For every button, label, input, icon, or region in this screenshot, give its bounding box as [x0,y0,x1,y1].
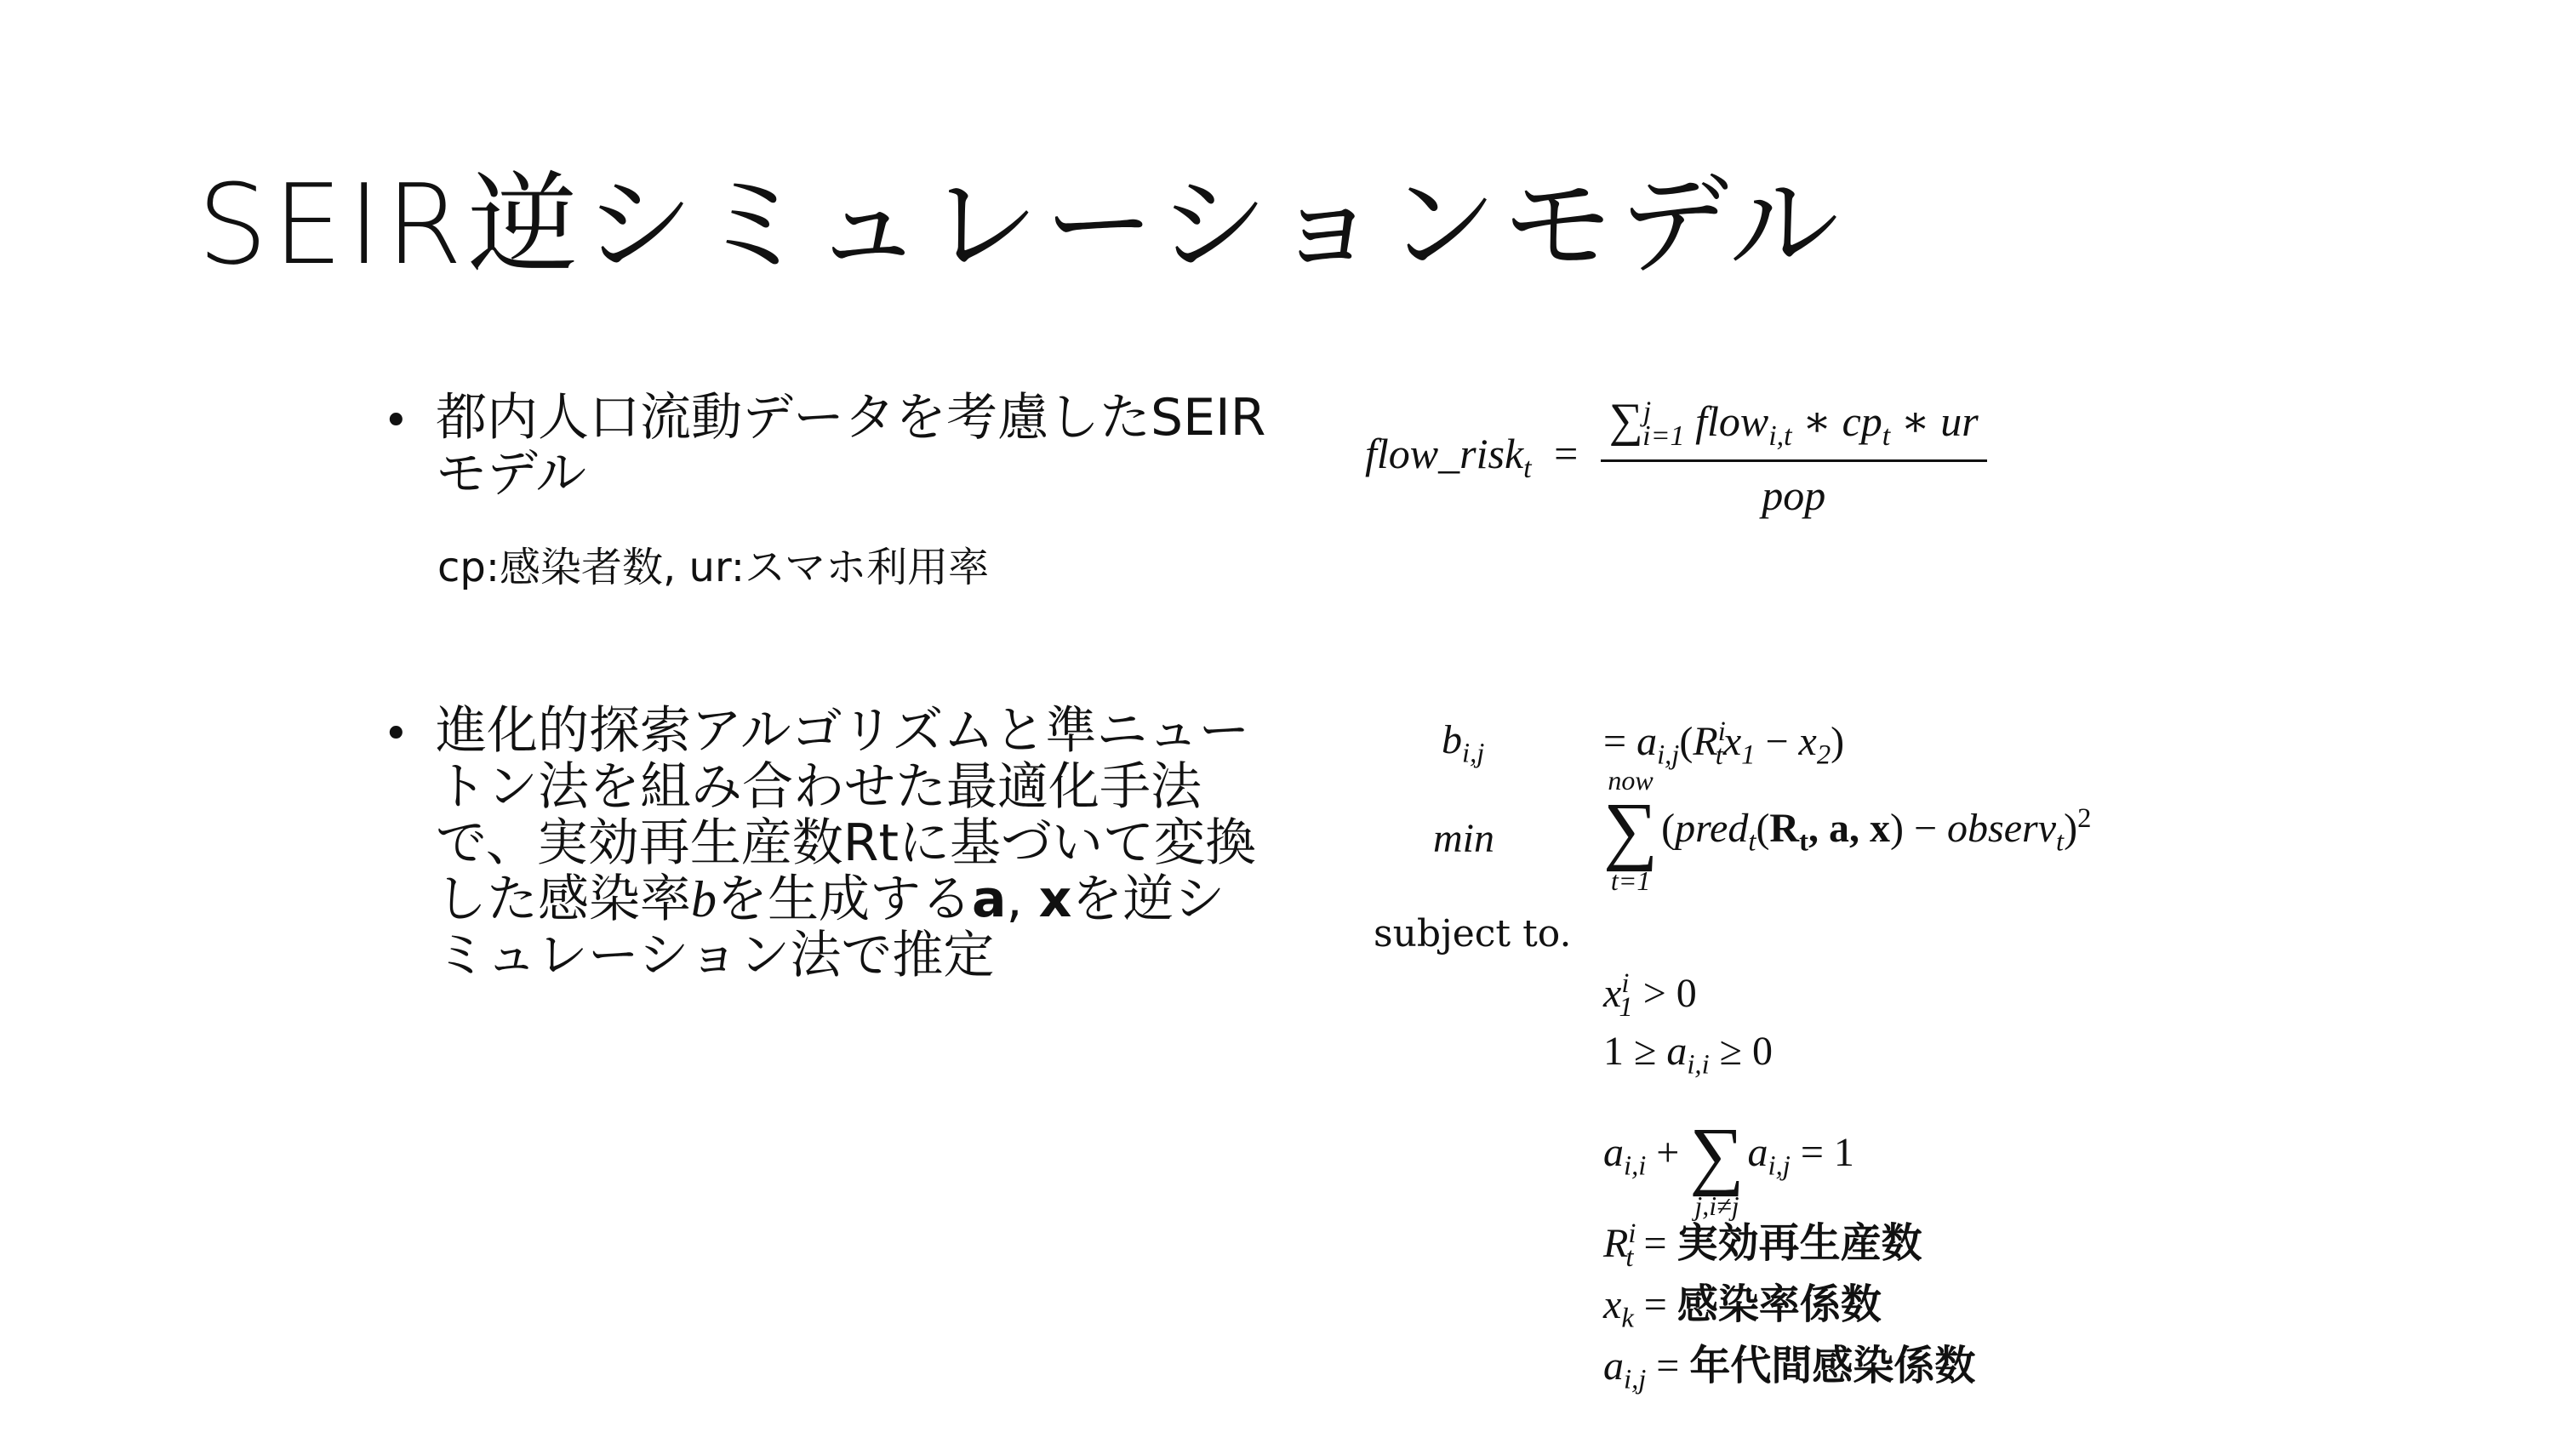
sum-upper: j [1642,396,1652,428]
variable-note: cp:感染者数, ur:スマホ利用率 [437,544,990,591]
bullet-seir-flow [385,390,1329,502]
slide-title: SEIR逆シミュレーションモデル [197,160,1845,289]
times-op: ∗ [1900,397,1930,445]
num-cp: cp [1842,397,1882,445]
formula-eq: = [1554,429,1579,477]
formula-sub: t [1882,420,1891,452]
bullet-line: トン法を組み合わせた最適化手法 [436,757,1202,817]
def-aij: $a_{i,j}$ = 年代間感染係数 [1603,1342,1976,1395]
min-label: min [1433,816,1494,861]
constraint-x1: $x^i_1 > 0$ [1603,968,1697,1023]
times-op: ∗ [1802,397,1832,445]
bullet-inverse-simulation [385,703,1329,984]
bullet-line: 都内人口流動データを考慮したSEIR [436,388,1266,448]
var-x: x [1038,870,1072,929]
formula-denominator: pop [1762,471,1826,519]
b-equation: = $a_{i,j}(R^i_tx_1 - x_2)$ [1603,716,1845,771]
formula-fraction [1601,393,1987,520]
bullet-line-rich [436,871,1329,927]
text-run: を生成する [717,870,972,929]
def-rt: $R^i_t$ = 実効再生産数 [1603,1218,1922,1273]
num-ur: ur [1940,397,1979,445]
formula-numerator: ∑$^j_{i=1}$ flow$_{i,t}$ ∗ $cp_t$ ∗ ur [1601,393,1987,462]
text-run: , [1006,870,1039,929]
subject-to-label: subject to. [1374,912,1572,956]
var-b: b [691,871,717,927]
constraint-aii: $1 \ge a_{i,i} \ge 0$ [1603,1029,1773,1081]
sum-operator: now ∑ t=1 [1603,765,1659,896]
bullet-line: 進化的探索アルゴリズムと準ニュー [436,701,1250,761]
num-flow: flow [1695,397,1769,445]
bullet-dot: • [383,396,409,447]
text-run: を逆シ [1071,870,1225,929]
b-label: $b_{i,j}$ [1442,717,1485,769]
formula-sub: t [1523,452,1532,484]
formula-sub: i,t [1768,420,1792,452]
min-objective: now ∑ t=1 ($pred_t(R_t$, a, x) − observ$_t$)$^2$ [1603,765,2092,896]
def-xk: $x_k$ = 感染率係数 [1603,1281,1882,1334]
bullet-line: モデル [436,444,586,504]
flow-risk-formula [1365,393,1987,520]
text-run: した感染率 [436,870,691,929]
sum-lower: i=1 [1642,420,1685,452]
sum-operator: ∑ j,i≠j [1689,1113,1745,1221]
var-a: a [972,870,1007,929]
constraint-sum: $a_{i,i}$ + ∑ j,i≠j $a_{i,j} = 1$ [1603,1091,1854,1220]
formula-lhs: flow_risk [1365,429,1524,477]
bullet-line: で、実効再生産数Rtに基づいて変換 [436,813,1257,873]
bullet-dot: • [383,709,409,760]
bullet-line: ミュレーション法で推定 [436,926,995,985]
